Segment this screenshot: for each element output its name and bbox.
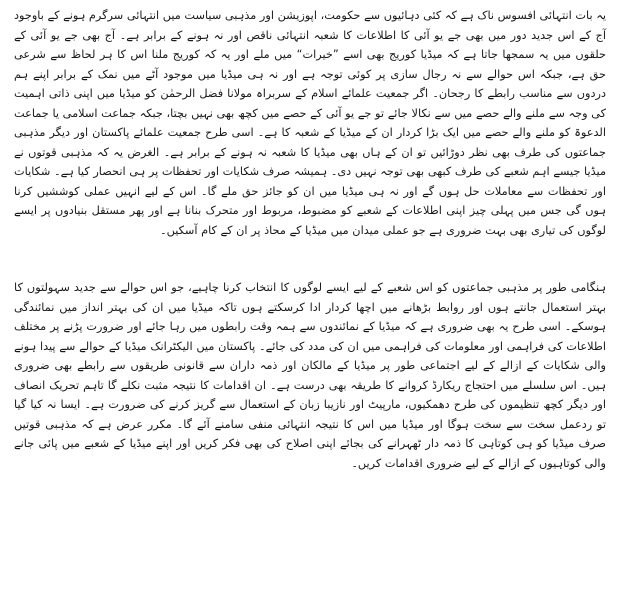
article-paragraph-1: یہ بات انتہائی افسوس ناک ہے کہ کئی دہائیوں سے حکومت، اپوزیشن اور مذہبی سیاست میں انتہائی سرگرم ہونے کے باوجود آج کے اس جدید دور میں بھی جے یو آئی کا اطلاعات کا شعبہ انتہائی ناقص اور نہ ہونے کے برابر ہے۔ آج بھی جے یو آئی کے حلقوں میں یہ سمجھا جاتا ہے کہ میڈیا کوریج بھی اسے ”خیرات“ میں ملے اور یہ کہ کوریج ملنا اس کا ہر لحاظ سے شرعی حق ہے، جبکہ اس حوالے سے نہ رجال سازی پر کوئی توجہ ہے اور نہ ہی میڈیا میں موجود آٹے میں نمک کے برابر اپنے ہم دردوں سے مناسب رابطے کا رجحان۔ اگر جمعیت علمائے اسلام کے سربراہ مولانا فضل الرحمٰن کو میڈیا میں اپنی ذاتی اہمیت کی وجہ سے ملنے والے حصے میں سے نکالا جائے تو جے یو آئی کے حصے میں کچھ بھی نہیں بچتا، جبکہ جماعت اسلامی یا جماعت الدعوۃ کو ملنے والے حصے میں ایک بڑا کردار ان کے میڈیا کے شعبہ کا ہے۔ اسی طرح جمعیت علمائے پاکستان اور دیگر مذہبی جماعتوں کی طرف بھی نظر دوڑائیں تو ان کے ہاں بھی میڈیا کا شعبہ نہ ہونے کے برابر ہے۔ الغرض یہ کہ مذہبی قوتوں نے میڈیا جیسے اہم شعبے کی طرف کبھی بھی توجہ نہیں دی۔ ہمیشہ صرف شکایات اور تحفظات پر ہی انحصار کیا ہے۔ شکایات اور تحفظات سے معاملات حل ہوں گے اور نہ ہی میڈیا میں ان کو جائز حق ملے گا۔ اس کے لیے انہیں عملی کوششیں کرنا ہوں گی جس میں پہلی چیز اپنی اطلاعات کے شعبے کو مضبوط، مربوط اور متحرک بنانا ہے اور پھر مستقل بنیادوں پر ایسے لوگوں کی تیاری بھی بہت ضروری ہے جو عملی میدان میں میڈیا کے محاذ پر ان کے کام آسکیں۔ — [14, 9, 606, 237]
article-paragraph-2: ہنگامی طور پر مذہبی جماعتوں کو اس شعبے کے لیے ایسے لوگوں کا انتخاب کرنا چاہیے، جو اس حوالے سے جدید سہولتوں کا بہتر استعمال جانتے ہوں اور روابط بڑھانے میں اچھا کردار ادا کرسکتے ہوں تاکہ میڈیا میں ان کی بہتر انداز میں نمائندگی ہوسکے۔ اسی طرح یہ بھی ضروری ہے کہ میڈیا کے نمائندوں سے ہمہ وقت رابطوں میں رہا جائے اور ضرورت پڑنے پر مختلف اطلاعات کی فراہمی اور معلومات کی فراہمی میں ان کی مدد کی جائے۔ پاکستان میں الیکٹرانک میڈیا کے حوالے سے پیدا ہونے والی شکایات کے ازالے کے لیے اجتماعی طور پر میڈیا کے مالکان اور ذمہ داران سے قانونی طریقوں سے رابطے بھی ضروری ہیں۔ اس سلسلے میں احتجاج ریکارڈ کروانے کا طریقہ بھی درست ہے۔ ان اقدامات کا نتیجہ مثبت نکلے گا تاہم تحریک انصاف اور دیگر کچھ تنظیموں کی طرح دھمکیوں، مارپیٹ اور نازیبا زبان کے استعمال سے گریز کرنے کی ضرورت ہے۔ ایسا نہ کیا گیا تو ردعمل سخت سے سخت ہوگا اور میڈیا میں اس کا نتیجہ انتہائی منفی سامنے آئے گا۔ مکرر عرض ہے کہ مذہبی قوتیں صرف میڈیا کو ہی کوتاہی کا ذمہ دار ٹھہرانے کی بجائے اپنی اصلاح کی بھی فکر کریں اور اپنے میڈیا کے شعبے میں پائی جانے والی کوتاہیوں کے ازالے کے لیے ضروری اقدامات کریں۔ — [14, 281, 606, 470]
paragraph-spacer — [14, 240, 606, 278]
